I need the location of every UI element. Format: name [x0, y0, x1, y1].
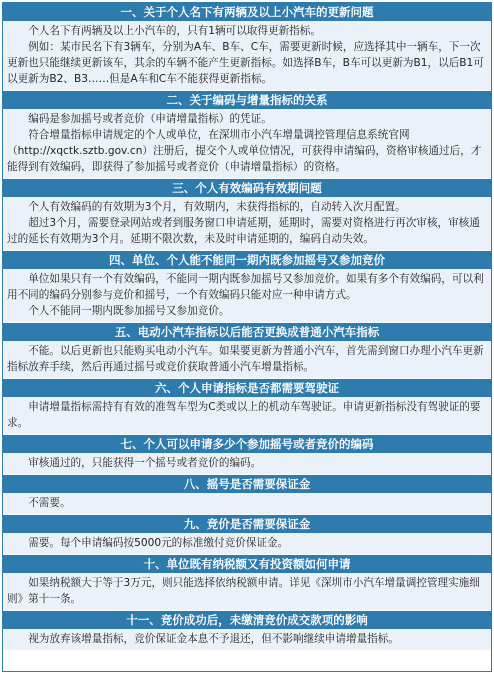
section-body — [3, 109, 491, 179]
section-title: 四、单位、个人能不能同一期内既参加摇号又参加竞价 — [3, 251, 491, 269]
section-body — [3, 269, 491, 323]
faq-section-6 — [3, 379, 491, 435]
section-body — [3, 341, 491, 379]
section-paragraph: 不需要。 — [28, 497, 71, 509]
faq-section-3 — [3, 179, 491, 251]
faq-section-5 — [3, 323, 491, 379]
section-paragraph: 审核通过的，只能获得一个摇号或者竞价的编码。 — [28, 457, 262, 469]
section-paragraph: 例如：某市民名下有3辆车，分别为A车、B车、C车，需要更新时候，应选择其中一辆车，下一次更新也只能继续更新该车，其余的车辆不能产生更新指标。如选择B车，B车可以更新为B1，以后B1可以更新为B2、B3……但是A车和C车不能获得更新指标。 — [7, 41, 484, 85]
section-title: 五、电动小汽车指标以后能否更换成普通小汽车指标 — [3, 323, 491, 341]
faq-section-10 — [3, 555, 491, 611]
section-body — [3, 533, 491, 555]
section-title: 九、竞价是否需要保证金 — [3, 515, 491, 533]
section-title: 八、摇号是否需要保证金 — [3, 475, 491, 493]
faq-document — [2, 2, 492, 672]
section-title: 十、单位既有纳税额又有投资额如何申请 — [3, 555, 491, 573]
faq-section-2 — [3, 91, 491, 179]
section-paragraph: 超过3个月，需要登录网站或者到服务窗口申请延期，延期时，需要对资格进行再次审核，审核通过的延长有效期为3个月。延期不限次数，未及时申请延期的，编码自动失效。 — [7, 217, 480, 245]
section-title: 二、关于编码与增量指标的关系 — [3, 91, 491, 109]
section-title: 三、个人有效编码有效期问题 — [3, 179, 491, 197]
section-body — [3, 573, 491, 611]
section-body — [3, 197, 491, 251]
section-paragraph: 申请增量指标需持有有效的准驾车型为C类或以上的机动车驾驶证。申请更新指标没有驾驶证的要求。 — [7, 401, 481, 429]
section-title: 一、关于个人名下有两辆及以上小汽车的更新问题 — [3, 3, 491, 21]
section-paragraph: 个人不能同一期内既参加摇号又参加竞价。 — [28, 305, 230, 317]
section-paragraph: 单位如果只有一个有效编码，不能同一期内既参加摇号又参加竞价。如果有多个有效编码，可以利用不同的编码分别参与竞价和摇号，一个有效编码只能对应一种申请方式。 — [7, 273, 484, 301]
section-paragraph: 视为放弃该增量指标，竞价保证金本息不予退还，但不影响继续申请增量指标。 — [28, 633, 399, 645]
section-paragraph: 需要。每个申请编码按5000元的标准缴付竞价保证金。 — [28, 537, 289, 549]
section-paragraph: 不能。以后更新也只能购买电动小汽车。如果要更新为普通小汽车，首先需到窗口办理小汽车更新指标放弃手续，然后再通过摇号或竞价获取普通小汽车增量指标。 — [7, 345, 484, 373]
faq-section-1 — [3, 3, 491, 91]
section-body — [3, 629, 491, 651]
section-body — [3, 397, 491, 435]
section-body — [3, 493, 491, 515]
faq-section-4 — [3, 251, 491, 323]
section-body — [3, 453, 491, 475]
section-paragraph: 编码是参加摇号或者竞价（申请增量指标）的凭证。 — [28, 113, 272, 125]
section-paragraph: 符合增量指标申请规定的个人或单位，在深圳市小汽车增量调控管理信息系统官网（http://xqctk.sztb.gov.cn）注册后，提交个人或单位情况，可获得申请编码，资格审核通过后，才能得到有效编码，即获得了参加摇号或者竞价（申请增量指标）的资格。 — [7, 129, 482, 173]
faq-section-11 — [3, 611, 491, 651]
faq-section-9 — [3, 515, 491, 555]
section-body — [3, 21, 491, 91]
section-title: 七、个人可以申请多少个参加摇号或者竞价的编码 — [3, 435, 491, 453]
section-paragraph: 如果纳税额大于等于3万元，则只能选择依纳税额申请。详见《深圳市小汽车增量调控管理实施细则》第十一条。 — [7, 577, 480, 605]
section-title: 十一、竞价成功后，未缴清竞价成交款项的影响 — [3, 611, 491, 629]
faq-section-7 — [3, 435, 491, 475]
faq-section-8 — [3, 475, 491, 515]
section-paragraph: 个人名下有两辆及以上小汽车的，只有1辆可以取得更新指标。 — [28, 25, 321, 37]
section-title: 六、个人申请指标是否都需要驾驶证 — [3, 379, 491, 397]
section-paragraph: 个人有效编码的有效期为3个月，有效期内，未获得指标的，自动转入次月配置。 — [28, 201, 406, 213]
